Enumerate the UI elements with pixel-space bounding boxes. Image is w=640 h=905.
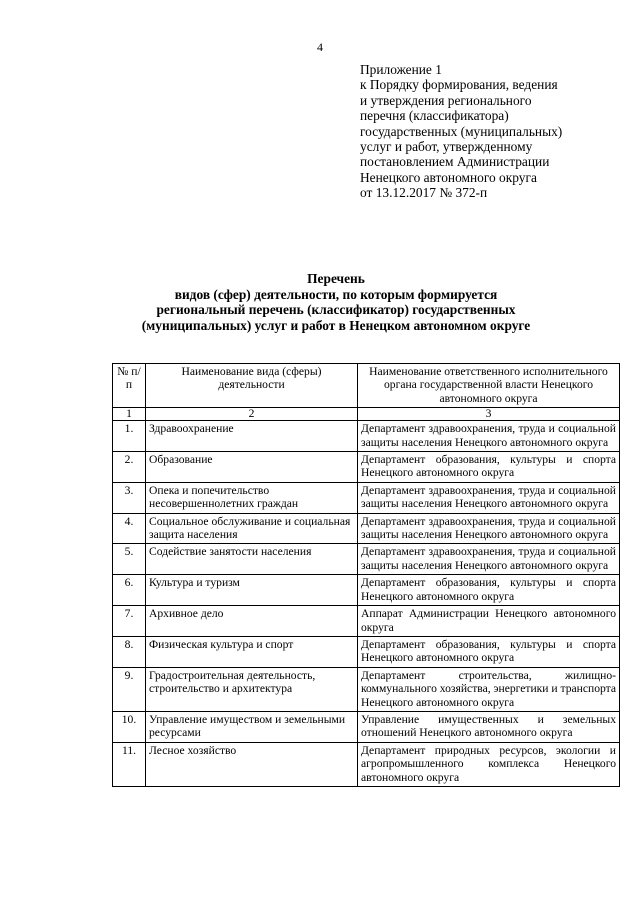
table-row <box>113 452 620 483</box>
appendix-line: Приложение 1 <box>360 62 442 77</box>
table-row <box>113 421 620 452</box>
table-row <box>113 667 620 711</box>
table-row <box>113 711 620 742</box>
responsible-body: Департамент здравоохранения, труда и социальной защиты населения Ненецкого автономного округа <box>358 513 620 544</box>
activity-kind: Содействие занятости населения <box>146 544 358 575</box>
responsible-body: Департамент образования, культуры и спорта Ненецкого автономного округа <box>358 575 620 606</box>
column-number: 1 <box>113 408 146 421</box>
activities-table <box>112 363 620 787</box>
activity-kind: Управление имуществом и земельными ресурсами <box>146 711 358 742</box>
activity-kind: Культура и туризм <box>146 575 358 606</box>
column-number: 2 <box>146 408 358 421</box>
row-number: 4. <box>113 513 146 544</box>
row-number: 7. <box>113 606 146 637</box>
row-number: 11. <box>113 742 146 786</box>
title-line: видов (сфер) деятельности, по которым формируется <box>174 286 498 302</box>
header-activity-kind: Наименование вида (сферы) деятельности <box>146 364 358 408</box>
appendix-line: и утверждения регионального <box>360 92 532 108</box>
header-number: № п/п <box>113 364 146 408</box>
responsible-body: Департамент образования, культуры и спорта Ненецкого автономного округа <box>358 636 620 667</box>
appendix-line: к Порядку формирования, ведения <box>360 77 558 93</box>
appendix-line: Ненецкого автономного округа <box>360 169 537 185</box>
activity-kind: Градостроительная деятельность, строительство и архитектура <box>146 667 358 711</box>
appendix-line: государственных (муниципальных) <box>360 123 563 139</box>
table-row <box>113 742 620 786</box>
activity-kind: Здравоохранение <box>146 421 358 452</box>
responsible-body: Департамент здравоохранения, труда и социальной защиты населения Ненецкого автономного округа <box>358 482 620 513</box>
activity-kind: Архивное дело <box>146 606 358 637</box>
page-number: 4 <box>317 40 323 54</box>
row-number: 2. <box>113 452 146 483</box>
appendix-line: от 13.12.2017 № 372-п <box>360 185 488 201</box>
responsible-body: Департамент природных ресурсов, экологии и агропромышленного комплекса Ненецкого автономного округа <box>358 742 620 786</box>
header-responsible-body: Наименование ответственного исполнительного органа государственной власти Ненецкого автономного округа <box>358 364 620 408</box>
title-line: (муниципальных) услуг и работ в Ненецком автономном округе <box>141 318 531 334</box>
column-number: 3 <box>358 408 620 421</box>
column-numbers-row <box>113 408 620 421</box>
row-number: 6. <box>113 575 146 606</box>
activity-kind: Опека и попечительство несовершеннолетних граждан <box>146 482 358 513</box>
activity-kind: Лесное хозяйство <box>146 742 358 786</box>
row-number: 1. <box>113 421 146 452</box>
appendix-line: перечня (классификатора) <box>360 108 509 124</box>
table-row <box>113 544 620 575</box>
responsible-body: Управление имущественных и земельных отношений Ненецкого автономного округа <box>358 711 620 742</box>
appendix-line: постановлением Администрации <box>360 154 550 170</box>
appendix-line: услуг и работ, утвержденному <box>360 139 533 155</box>
row-number: 5. <box>113 544 146 575</box>
responsible-body: Аппарат Администрации Ненецкого автономного округа <box>358 606 620 637</box>
row-number: 3. <box>113 482 146 513</box>
row-number: 10. <box>113 711 146 742</box>
responsible-body: Департамент образования, культуры и спорта Ненецкого автономного округа <box>358 452 620 483</box>
table-row <box>113 606 620 637</box>
document-title <box>0 271 640 334</box>
appendix-block <box>360 62 630 201</box>
row-number: 8. <box>113 636 146 667</box>
title-line: Перечень <box>307 271 365 286</box>
table-row <box>113 575 620 606</box>
responsible-body: Департамент строительства, жилищно-коммунального хозяйства, энергетики и транспорта Ненецкого автономного округа <box>358 667 620 711</box>
table-header-row <box>113 364 620 408</box>
table-row <box>113 636 620 667</box>
table-row <box>113 482 620 513</box>
responsible-body: Департамент здравоохранения, труда и социальной защиты населения Ненецкого автономного округа <box>358 544 620 575</box>
table-row <box>113 513 620 544</box>
activity-kind: Физическая культура и спорт <box>146 636 358 667</box>
activity-kind: Социальное обслуживание и социальная защита населения <box>146 513 358 544</box>
activity-kind: Образование <box>146 452 358 483</box>
row-number: 9. <box>113 667 146 711</box>
responsible-body: Департамент здравоохранения, труда и социальной защиты населения Ненецкого автономного округа <box>358 421 620 452</box>
title-line: региональный перечень (классификатор) государственных <box>156 302 516 318</box>
